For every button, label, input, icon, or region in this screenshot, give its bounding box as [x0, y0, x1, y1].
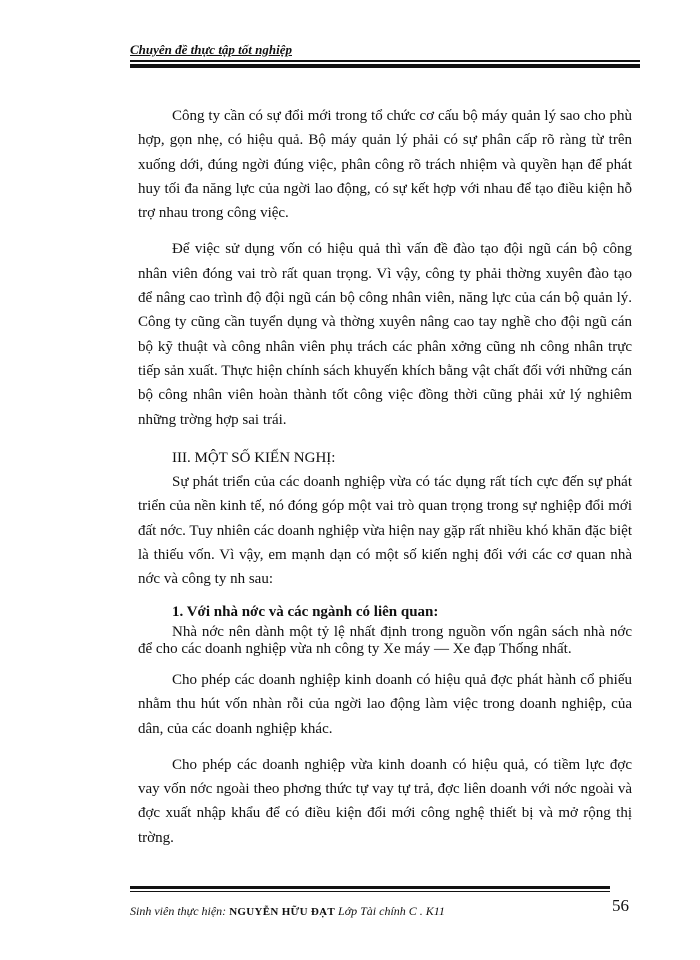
paragraph-foreign-loans: Cho phép các doanh nghiệp vừa kinh doanh có hiệu quả, có tiềm lực đợc vay vốn nớc ngoài theo phơng thức tự vay tự trả, đợc liên doanh với nớc ngoài và đợc xuất nhập khẩu để có điều kiện đổi mới công nghệ thiết bị và mở rộng thị trờng. [138, 756, 632, 846]
header-rule-thin [130, 60, 640, 62]
paragraph-state-budget: Nhà nớc nên dành một tỷ lệ nhất định trong nguồn vốn ngân sách nhà nớc để cho các doanh nghiệp vừa nh công ty Xe máy — Xe đạp Thống nhất. [138, 623, 632, 657]
page-number: 56 [612, 896, 629, 915]
document-header: Chuyên đề thực tập tốt nghiệp [130, 42, 292, 57]
paragraph-restructure: Công ty cần có sự đổi mới trong tổ chức cơ cấu bộ máy quản lý sao cho phù hợp, gọn nhẹ, có hiệu quả. Bộ máy quản lý phải có sự phân cấp rõ ràng từ trên xuống dới, đúng ngời đúng việc, phân công rõ trách nhiệm và quyền hạn để phát huy tối đa năng lực của ngời lao động, có sự kết hợp với nhau để tạo điều kiện hỗ trợ nhau trong công việc. [138, 108, 632, 222]
footer-class: Lớp Tài chính C . K11 [338, 904, 445, 918]
page-body [138, 104, 632, 862]
footer-author: NGUYỄN HỮU ĐẠT [229, 906, 336, 918]
paragraph-recommendations-intro: Sự phát triển của các doanh nghiệp vừa có tác dụng rất tích cực đến sự phát triển của nền kinh tế, nó đóng góp một vai trò quan trọng trong sự nghiệp đổi mới đất nớc. Tuy nhiên các doanh nghiệp vừa hiện nay gặp rất nhiều khó khăn đặc biệt là thiếu vốn. Vì vậy, em mạnh dạn có một số kiến nghị đối với các cơ quan nhà nớc và công ty nh sau: [138, 474, 632, 588]
footer-rule-thin [130, 891, 610, 892]
footer-rule-thick [130, 886, 610, 889]
paragraph-shares: Cho phép các doanh nghiệp kinh doanh có hiệu quả đợc phát hành cổ phiếu nhằm thu hút vốn nhàn rỗi của ngời lao động làm việc trong doanh nghiệp, của dân, của các doanh nghiệp khác. [138, 671, 632, 737]
paragraph-training: Để việc sử dụng vốn có hiệu quả thì vấn đề đào tạo đội ngũ cán bộ công nhân viên đóng vai trò rất quan trọng. Vì vậy, công ty phải thờng xuyên đào tạo để nâng cao trình độ đội ngũ cán bộ công nhân viên, năng lực của cán bộ quản lý. Công ty cũng cần tuyển dụng và thờng xuyên nâng cao tay nghề cho đội ngũ cán bộ kỹ thuật và công nhân viên phụ trách các phân xởng cũng nh công nhân trực tiếp sản xuất. Thực hiện chính sách khuyến khích bằng vật chất đối với những cán bộ công nhân viên hoàn thành tốt công việc đồng thời cũng phải xử lý nghiêm những trờng hợp sai trái. [138, 241, 632, 428]
footer-label: Sinh viên thực hiện: [130, 904, 227, 918]
section-heading: III. MỘT SỐ KIẾN NGHỊ: [172, 449, 336, 466]
document-footer [130, 904, 445, 919]
subsection-heading: 1. Với nhà nớc và các ngành có liên quan: [172, 603, 439, 620]
header-rule-thick [130, 64, 640, 68]
